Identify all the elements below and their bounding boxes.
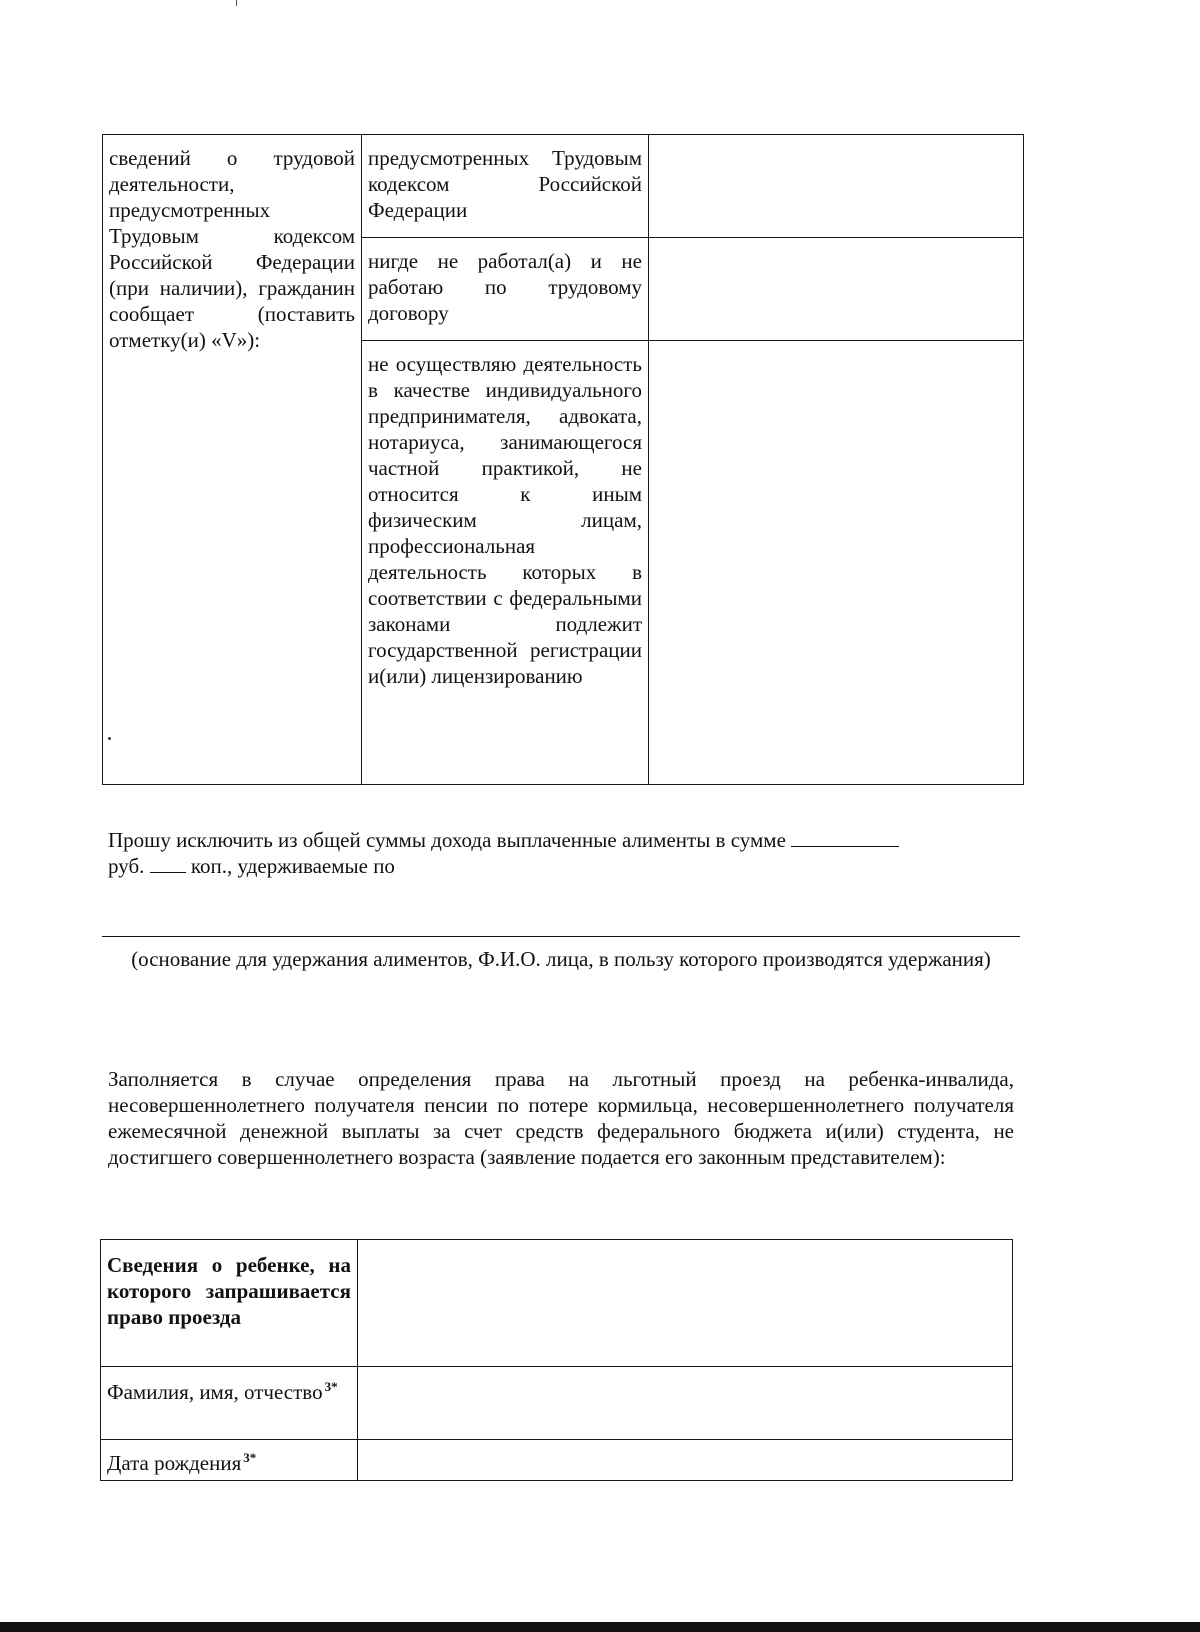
child-name-label-text: Фамилия, имя, отчество [107, 1380, 323, 1404]
request-line-1: Прошу исключить из общей суммы дохода выплаченные алименты в сумме [108, 828, 786, 852]
option-label-not-entrepreneur: не осуществляю деятельность в качестве индивидуального предпринимателя, адвоката, нотариуса, занимающегося частной практикой, не относится к иным физическим лицам, профессиональная деятельность которых в соответствии с федеральными законами подлежит государственной регистрации и(или) лицензированию [362, 341, 649, 785]
footnote-marker: 3* [243, 1450, 257, 1465]
alimony-request [108, 827, 1016, 879]
rub-label: руб. [108, 854, 145, 878]
option-label-labor-code: предусмотренных Трудовым кодексом Российской Федерации [362, 135, 649, 238]
child-birthdate-label-text: Дата рождения [107, 1451, 242, 1475]
option-mark-not-entrepreneur[interactable] [649, 341, 1024, 785]
child-info-header-value[interactable] [358, 1240, 1013, 1367]
employment-info-table [102, 134, 1024, 785]
child-info-header: Сведения о ребенке, на которого запрашивается право проезда [101, 1240, 358, 1367]
footnote-marker: 3* [324, 1379, 338, 1394]
amount-kop-field[interactable] [150, 854, 186, 873]
alimony-basis-caption: (основание для удержания алиментов, Ф.И.О. лица, в пользу которого производятся удержания) [131, 947, 991, 971]
scan-edge [0, 1622, 1200, 1632]
amount-rub-field[interactable] [791, 828, 899, 847]
scan-dot [108, 737, 111, 740]
child-name-label [101, 1367, 358, 1440]
kop-label: коп., удерживаемые по [190, 854, 395, 878]
alimony-basis-field[interactable] [102, 936, 1020, 937]
child-birthdate-field[interactable] [358, 1440, 1013, 1481]
child-info-table [100, 1239, 1013, 1481]
child-name-field[interactable] [358, 1367, 1013, 1440]
option-label-not-employed: нигде не работал(а) и не работаю по трудовому договору [362, 238, 649, 341]
option-mark-labor-code[interactable] [649, 135, 1024, 238]
employment-info-label: сведений о трудовой деятельности, предусмотренных Трудовым кодексом Российской Федерации (при наличии), гражданин сообщает (поставить отметку(и) «V»): [103, 135, 362, 785]
scan-mark [236, 0, 237, 6]
child-birthdate-label [101, 1440, 358, 1481]
child-travel-note: Заполняется в случае определения права на льготный проезд на ребенка-инвалида, несовершеннолетнего получателя пенсии по потере кормильца, несовершеннолетнего получателя ежемесячной денежной выплаты за счет средств федерального бюджета и(или) студента, не достигшего совершеннолетнего возраста (заявление подается его законным представителем): [108, 1067, 1014, 1169]
option-mark-not-employed[interactable] [649, 238, 1024, 341]
